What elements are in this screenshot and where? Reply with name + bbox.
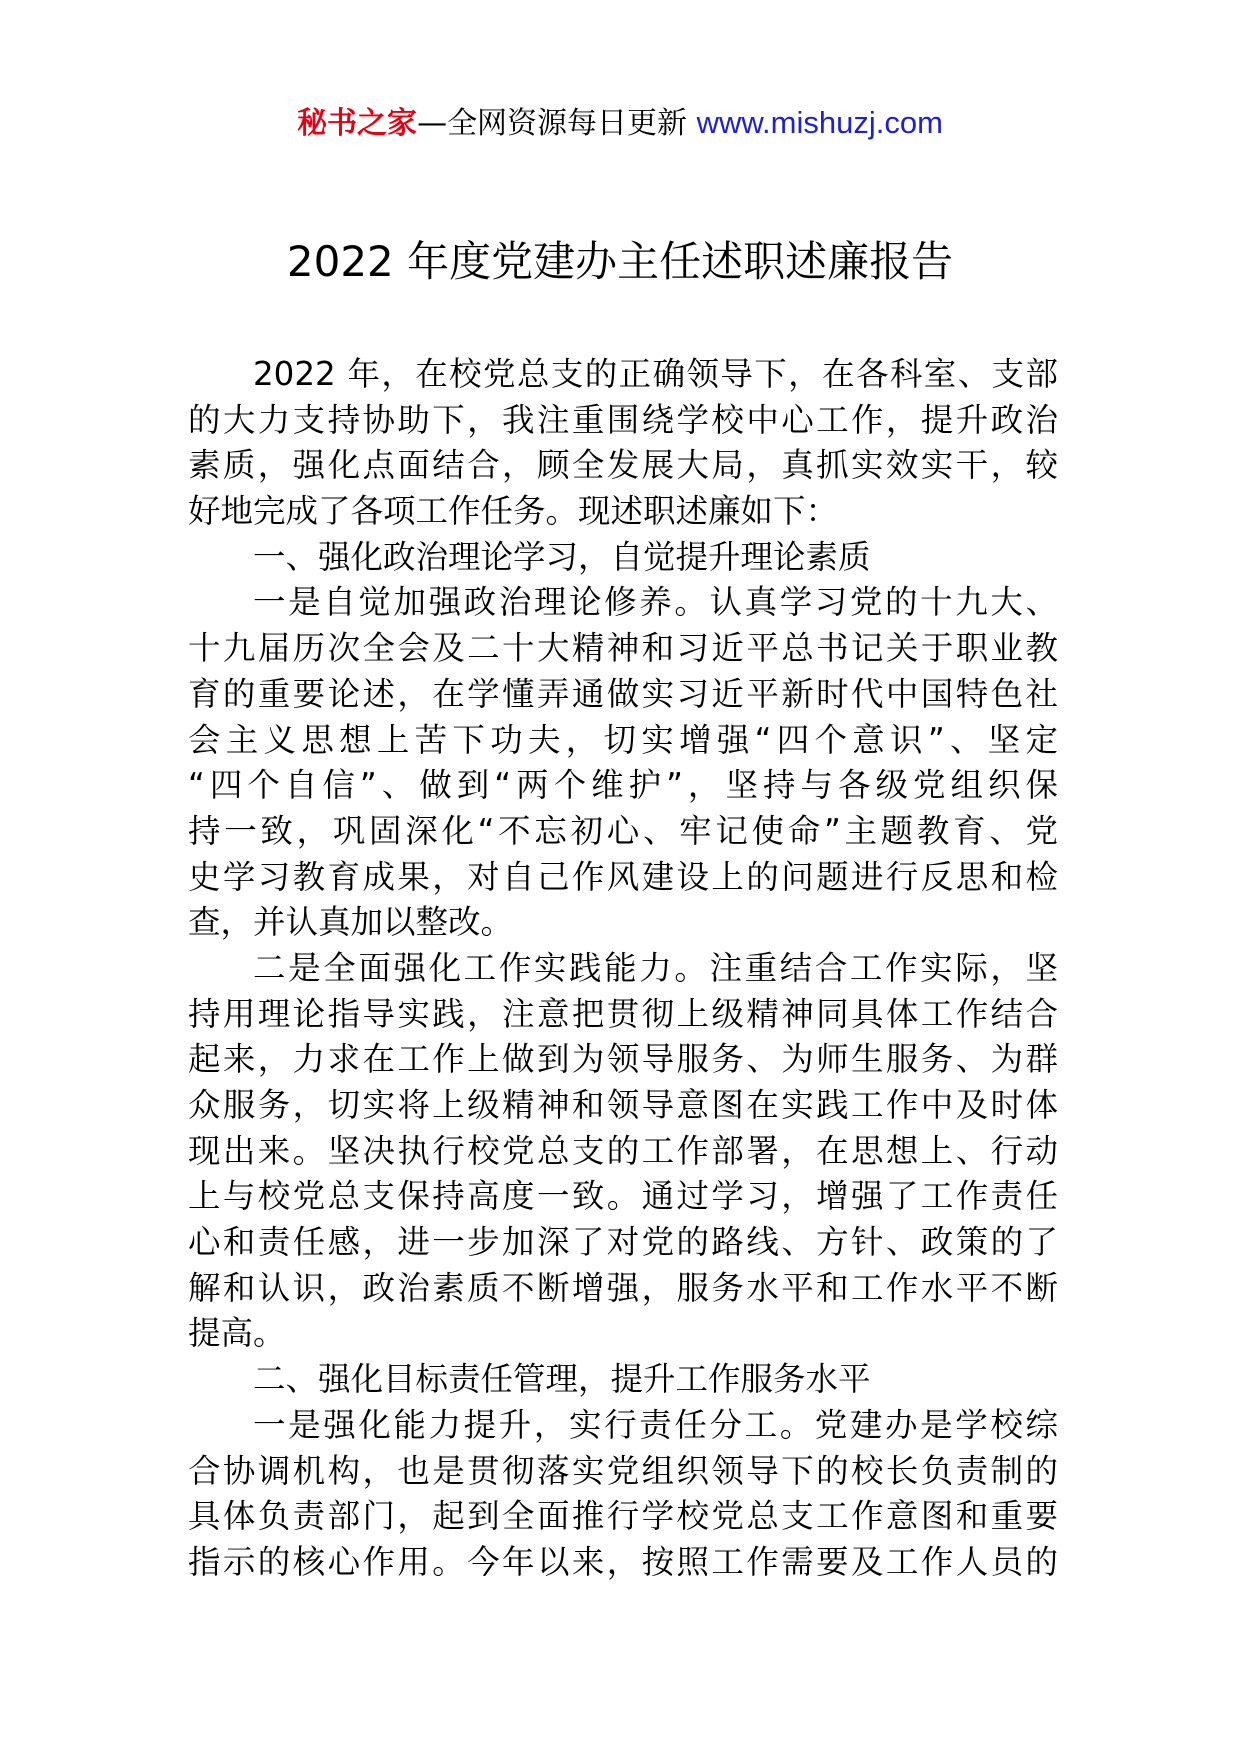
- site-header: [0, 98, 1240, 149]
- section-heading-1: 一、强化政治理论学习，自觉提升理论素质: [253, 537, 871, 576]
- text-line: 查，并认真加以整改。: [188, 903, 514, 942]
- text-line: “四个自信”、做到“两个维护”，坚持与各级党组织保: [188, 766, 1058, 805]
- text-line: 2022 年，在校党总支的正确领导下，在各科室、支部: [253, 355, 1058, 393]
- text-line: 指示的核心作用。今年以来，按照工作需要及工作人员的: [188, 1542, 1058, 1581]
- text-line: 十九届历次全会及二十大精神和习近平总书记关于职业教: [188, 629, 1058, 668]
- site-tagline: —全网资源每日更新: [417, 106, 697, 141]
- text-line: 上与校党总支保持高度一致。通过学习，增强了工作责任: [188, 1177, 1058, 1216]
- document-title: 2022 年度党建办主任述职述廉报告: [286, 237, 954, 286]
- text-line: 一是自觉加强政治理论修养。认真学习党的十九大、: [253, 583, 1058, 622]
- section-heading-2: 二、强化目标责任管理，提升工作服务水平: [253, 1360, 871, 1399]
- text-line: 解和认识，政治素质不断增强，服务水平和工作水平不断: [188, 1268, 1058, 1307]
- text-line: 二是全面强化工作实践能力。注重结合工作实际，坚: [253, 948, 1058, 987]
- text-line: 持一致，巩固深化“不忘初心、牢记使命”主题教育、党: [188, 811, 1058, 850]
- text-line: 众服务，切实将上级精神和领导意图在实践工作中及时体: [188, 1086, 1058, 1124]
- text-line: 一是强化能力提升，实行责任分工。党建办是学校综: [253, 1405, 1058, 1444]
- site-url[interactable]: www.mishuzj.com: [696, 105, 943, 140]
- text-line: 史学习教育成果，对自己作风建设上的问题进行反思和检: [188, 857, 1058, 896]
- text-line: 持用理论指导实践，注意把贯彻上级精神同具体工作结合: [188, 994, 1058, 1033]
- text-line: 的大力支持协助下，我注重围绕学校中心工作，提升政治: [188, 400, 1058, 439]
- document-body: [188, 352, 1058, 1586]
- text-line: 现出来。坚决执行校党总支的工作部署，在思想上、行动: [188, 1131, 1058, 1170]
- text-line: 好地完成了各项工作任务。现述职述廉如下：: [188, 492, 839, 531]
- text-line: 提高。: [188, 1314, 286, 1353]
- text-line: 起来，力求在工作上做到为领导服务、为师生服务、为群: [188, 1040, 1058, 1079]
- text-line: 会主义思想上苦下功夫，切实增强“四个意识”、坚定: [188, 720, 1058, 759]
- text-line: 素质，强化点面结合，顾全发展大局，真抓实效实干，较: [188, 446, 1058, 485]
- text-line: 心和责任感，进一步加深了对党的路线、方针、政策的了: [188, 1223, 1058, 1262]
- text-line: 合协调机构，也是贯彻落实党组织领导下的校长负责制的: [188, 1451, 1058, 1490]
- text-line: 育的重要论述，在学懂弄通做实习近平新时代中国特色社: [188, 674, 1058, 713]
- site-brand: 秘书之家: [297, 106, 418, 141]
- text-line: 具体负责部门，起到全面推行学校党总支工作意图和重要: [188, 1497, 1058, 1536]
